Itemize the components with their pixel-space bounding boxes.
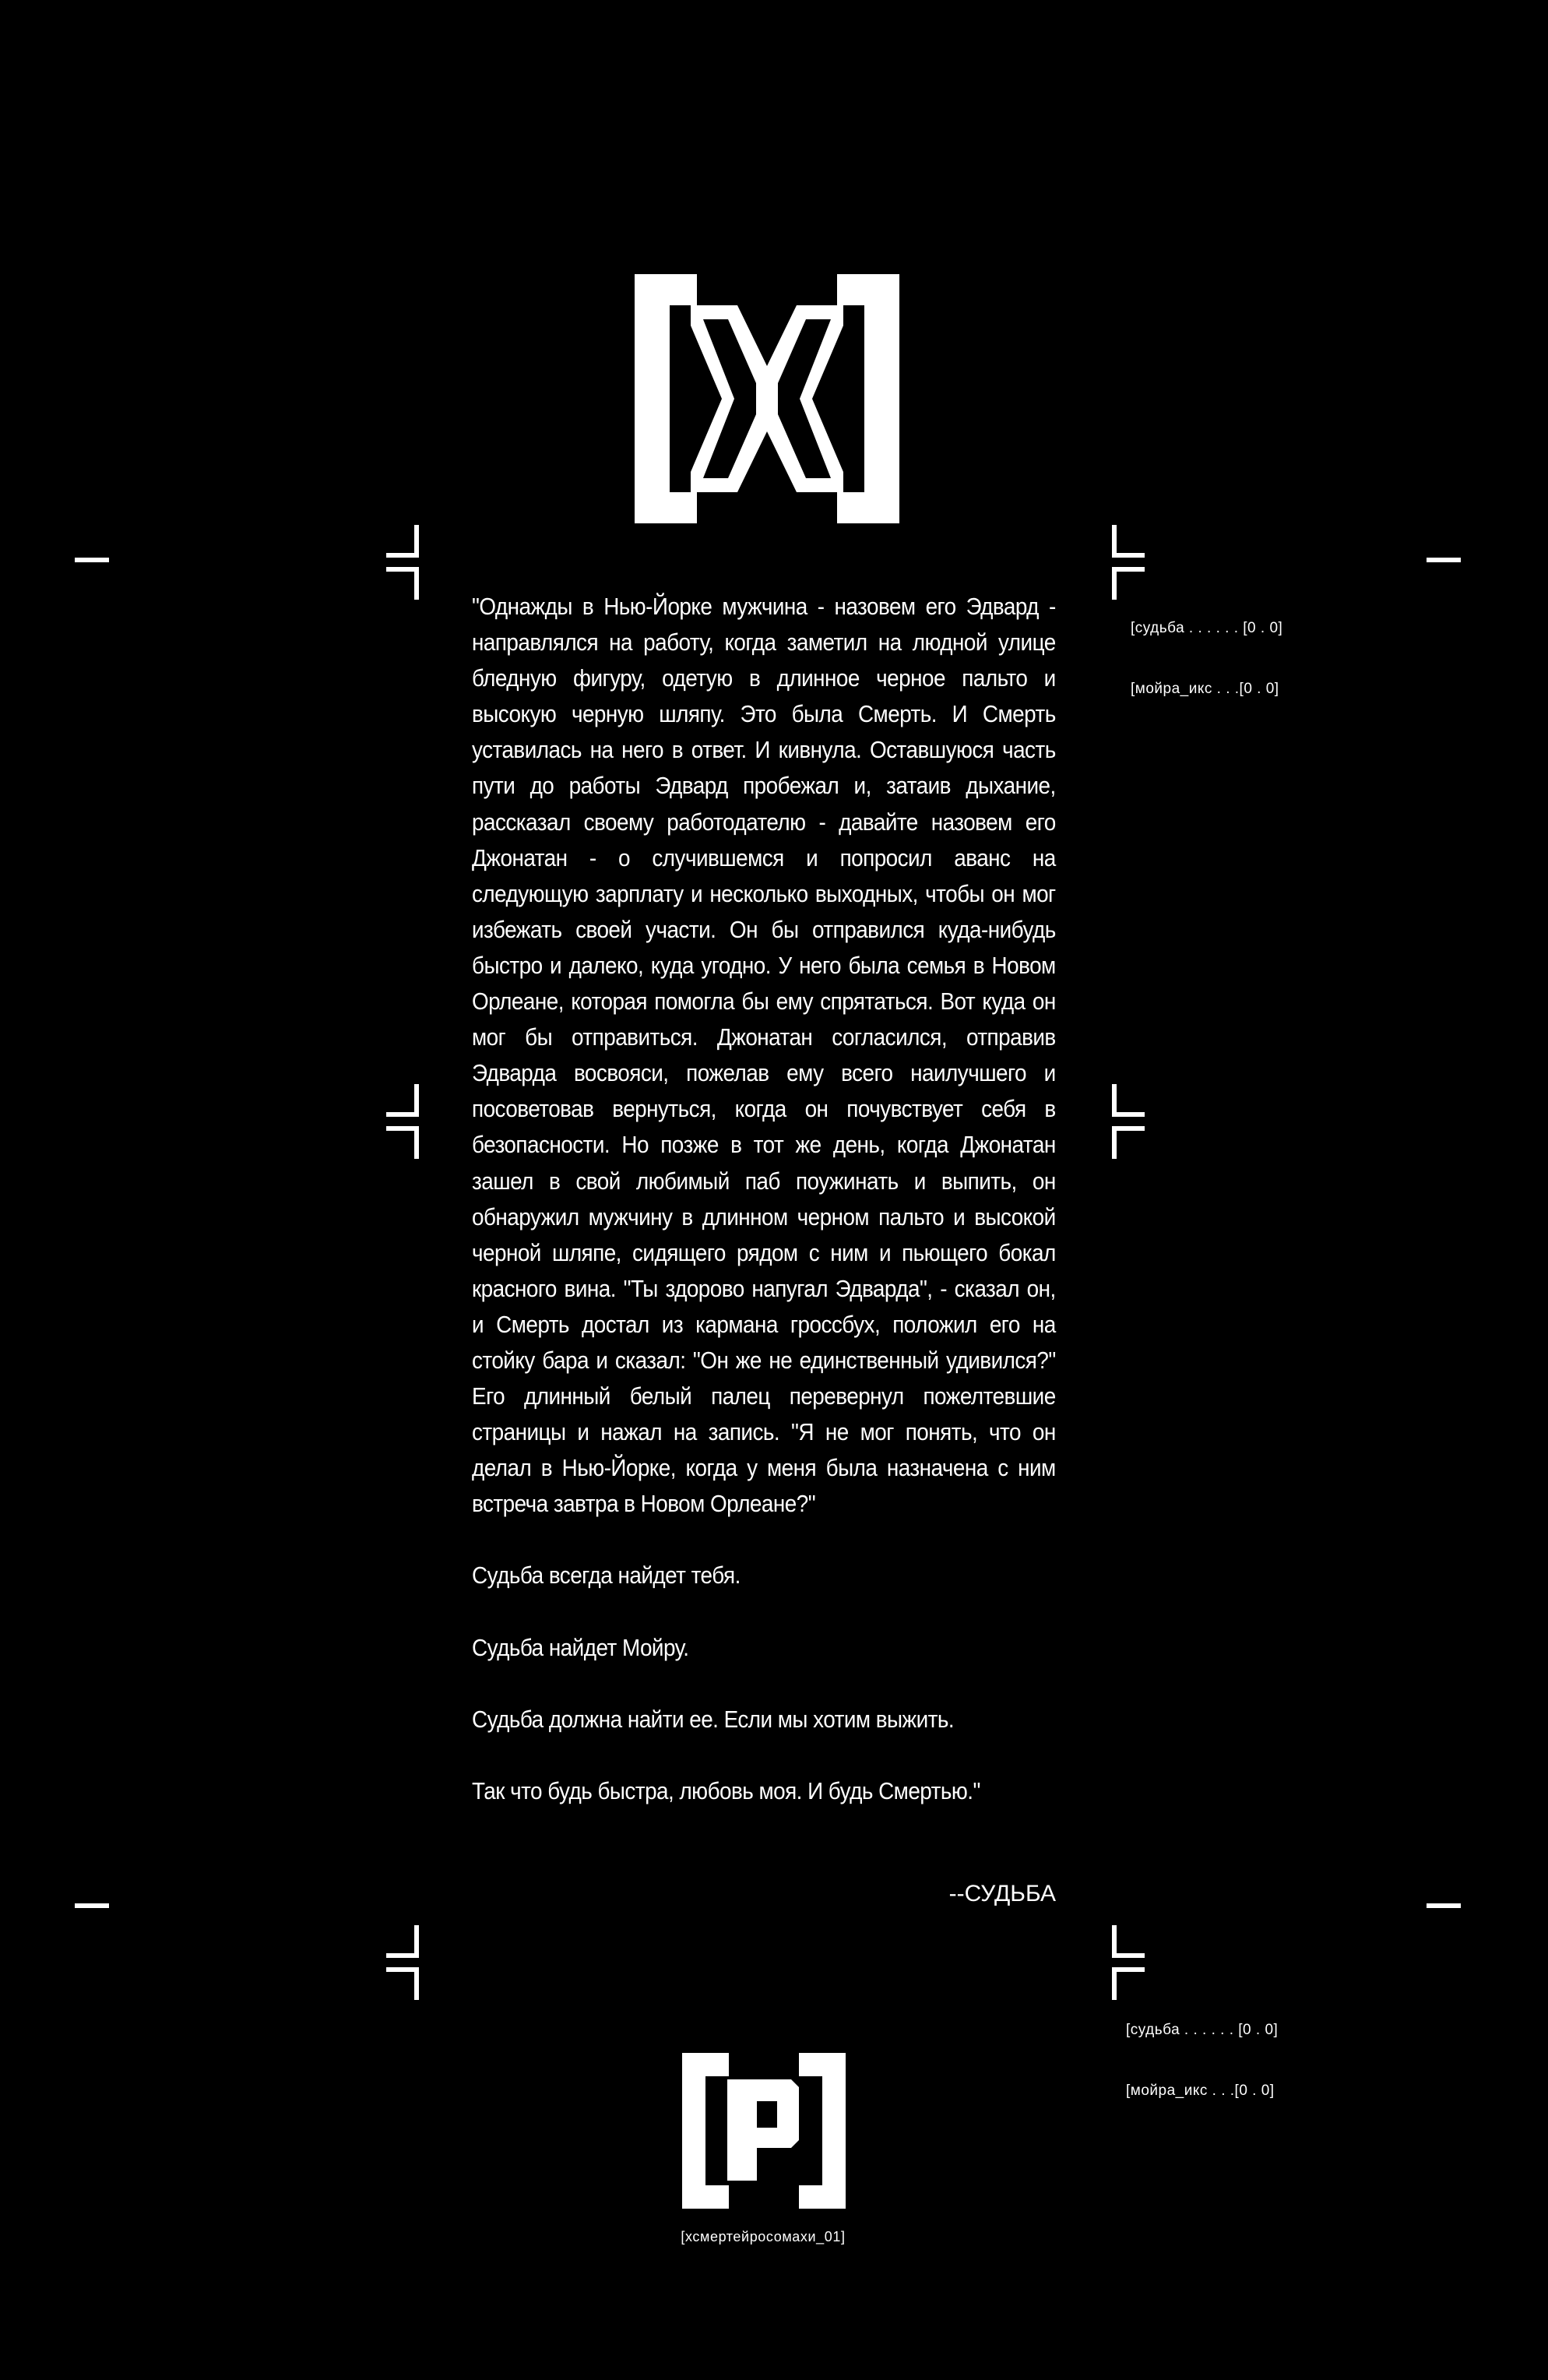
tag-line: [судьба . . . . . . [0 . 0] (1126, 2022, 1279, 2038)
tag-line: [судьба . . . . . . [0 . 0] (1131, 620, 1283, 636)
p-logo-icon (682, 2053, 846, 2209)
tag-line: [мойра_икс . . .[0 . 0] (1126, 2082, 1275, 2099)
file-name: [хсмертейросомахи_01] (681, 2229, 846, 2244)
story-paragraph: "Однажды в Нью-Йорке мужчина - назовем его Эдвард - направлялся на работу, когда заметил на людной улице бледную фигуру, одетую в длинное черное пальто и высокую черную шляпу. Это была Смерть. И Смерть уставилась на него в ответ. И кивнула. Оставшуюся часть пути до работы Эдвард пробежал и, затаив дыхание, рассказал своему работодателю - давайте назовем его Джонатан - о случившемся и попросил аванс на следующую зарплату и несколько выходных, чтобы он мог избежать своей участи. Он бы отправился куда-нибудь быстро и далеко, куда угодно. У него была семья в Новом Орлеане, которая помогла бы ему спрятаться. Вот куда он мог бы отправиться. Джонатан согласился, отправив Эдварда восвояси, пожелав ему всего наилучшего и посоветовав вернуться, когда он почувствует себя в безопасности. Но позже в тот же день, когда Джонатан зашел в свой любимый паб поужинать и выпить, он обнаружил мужчину в длинном черном пальто и высокой черной шляпе, сидящего рядом с ним и пьющего бокал красного вина. "Ты здорово напугал Эдварда", - сказал он, и Смерть достал из кармана гроссбух, положил его на стойку бара и сказал: "Он же не единственный удивился?" Его длинный белый палец перевернул пожелтевшие страницы и нажал на запись. "Я не мог понять, что он делал в Нью-Йорке, когда у меня была назначена с ним встреча завтра в Новом Орлеане?" (472, 593, 1056, 1518)
crop-mark-icon (75, 558, 109, 564)
bracket-mark-icon (1112, 1084, 1146, 1159)
crop-mark-icon (1427, 1903, 1461, 1910)
signature: --СУДЬБА (948, 1881, 1056, 1906)
story-line: Судьба найдет Мойру. (472, 1633, 689, 1661)
bracket-mark-icon (386, 1084, 420, 1159)
tag-line: [мойра_икс . . .[0 . 0] (1131, 681, 1279, 697)
status-tag-bottom (1126, 1980, 1278, 2121)
story-line: Судьба должна найти ее. Если мы хотим выжить. (472, 1705, 955, 1733)
story-line: Так что будь быстра, любовь моя. И будь Смертью." (472, 1776, 980, 1804)
crop-mark-icon (1427, 558, 1461, 564)
bracket-mark-icon (386, 1925, 420, 2000)
story-line: Судьба всегда найдет тебя. (472, 1561, 741, 1590)
x-logo-icon (635, 274, 899, 523)
crop-mark-icon (75, 1903, 109, 1910)
status-tag-top (1131, 578, 1282, 720)
bracket-mark-icon (386, 525, 420, 600)
story-text (472, 589, 1056, 1809)
